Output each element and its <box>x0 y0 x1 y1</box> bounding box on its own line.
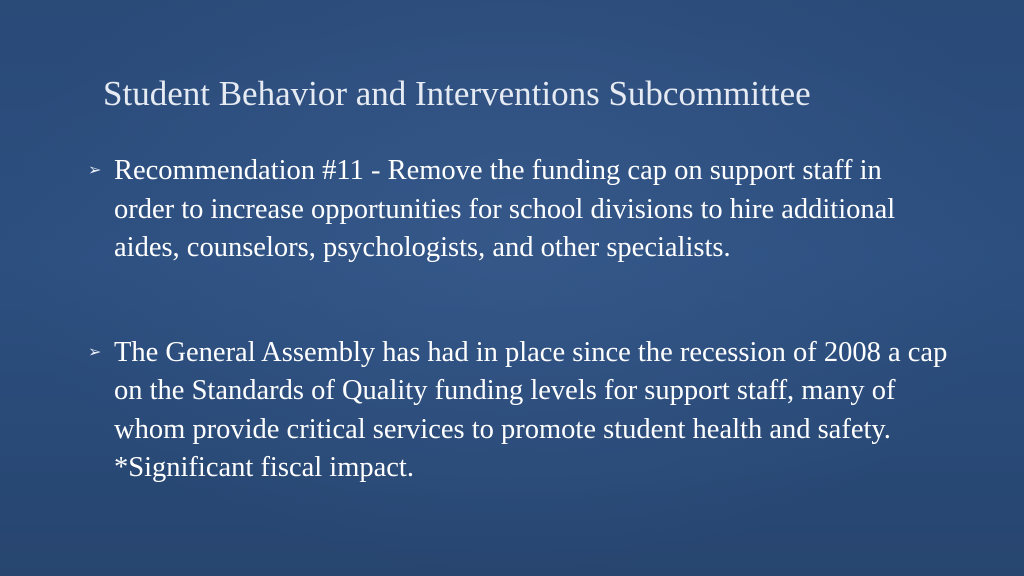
bullet-item <box>88 152 948 268</box>
slide-title: Student Behavior and Interventions Subcommittee <box>103 74 811 113</box>
bullet-item <box>88 334 948 488</box>
chevron-right-icon: ➢ <box>88 343 102 361</box>
chevron-right-icon: ➢ <box>88 162 102 179</box>
bullet-text: Recommendation #11 - Remove the funding cap on support staff in order to increase opportunities for school divisions to hire additional aides, counselors, psychologists, and other specialists. <box>114 155 896 263</box>
bullet-list <box>88 152 948 488</box>
bullet-text: The General Assembly has had in place since the recession of 2008 a cap on the Standards of Quality funding levels for support staff, many of whom provide critical services to promote student health and safety. *Significant fiscal impact. <box>114 336 948 483</box>
